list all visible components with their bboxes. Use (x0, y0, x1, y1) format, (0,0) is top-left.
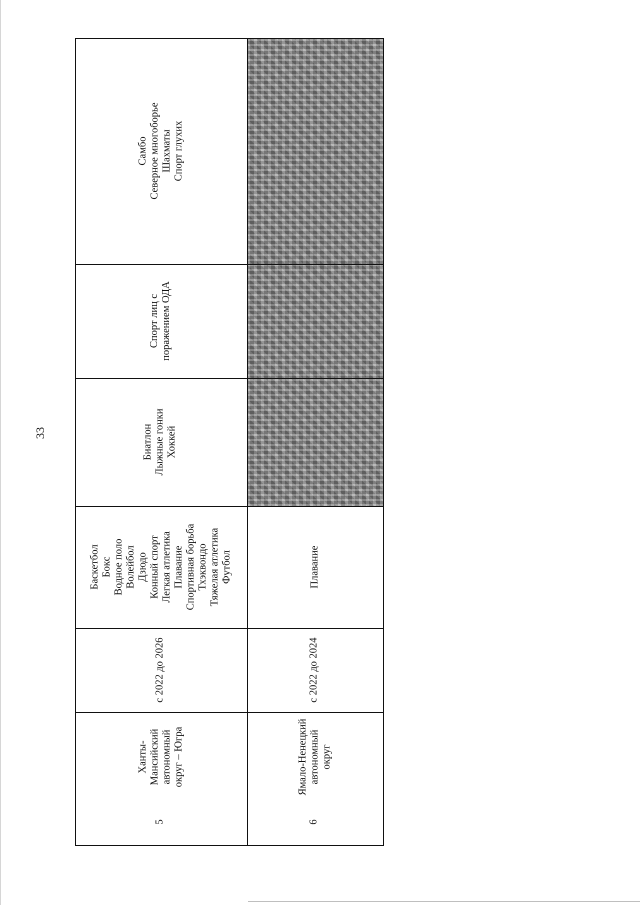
period-text: с 2022 до 2024 (308, 637, 320, 703)
row-number-cell (247, 799, 383, 845)
region-line: округ – Югра (173, 726, 184, 788)
region-line: автономный (161, 729, 172, 785)
period-text: с 2022 до 2026 (154, 637, 166, 703)
sport-item: Биатлон (143, 423, 154, 461)
sport-item: Спорт глухих (172, 120, 184, 182)
sport-item: поражением ОДА (161, 281, 172, 361)
row-number: 5 (155, 819, 166, 825)
sport-item: Легкая атлетика (161, 531, 172, 603)
sport-item: Северное многоборье (148, 102, 160, 200)
sport-item: Футбол (221, 550, 232, 584)
sport-item: Самбо (136, 136, 148, 166)
sport-item: Волейбол (125, 545, 136, 589)
summer-sports-cell (247, 506, 383, 628)
sport-item: Спорт лиц с (149, 294, 160, 348)
period-cell (247, 628, 383, 712)
adaptive-sports-cell (75, 264, 247, 378)
page-number: 33 (33, 427, 47, 439)
sport-item: Шахматы (160, 129, 172, 173)
sport-item: Конный спорт (149, 535, 160, 599)
other-sports-cell (75, 38, 247, 264)
sport-item: Тяжелая атлетика (209, 527, 220, 607)
region-line: автономный (308, 729, 320, 785)
sheet-edge (0, 0, 1, 905)
region-line: Ямало-Ненецкий (296, 718, 308, 796)
sport-item: Спортивная борьба (185, 523, 196, 611)
region-cell (247, 712, 383, 802)
sport-item: Бокс (101, 556, 112, 578)
redacted-area-top (247, 38, 383, 506)
sport-item: Водное поло (113, 538, 124, 596)
period-cell (75, 628, 247, 712)
region-line: Мансийский (149, 728, 160, 786)
sport-item: Баскетбол (89, 544, 100, 590)
winter-sports-cell (75, 378, 247, 506)
summer-sports-cell (75, 506, 247, 628)
row-number: 6 (309, 819, 320, 825)
region-line: округ (320, 744, 332, 770)
sport-item: Плавание (173, 545, 184, 589)
bottom-rule (248, 901, 640, 902)
sport-item: Тхэквондо (197, 543, 208, 591)
sport-item: Дзюдо (137, 552, 148, 582)
row-number-cell (75, 799, 247, 845)
table-row (75, 712, 247, 845)
region-line: Ханты- (137, 740, 148, 774)
sport-item: Хоккей (167, 425, 178, 459)
region-cell (75, 712, 247, 802)
sport-item: Плавание (309, 545, 320, 589)
sport-item: Лыжные гонки (155, 408, 166, 476)
